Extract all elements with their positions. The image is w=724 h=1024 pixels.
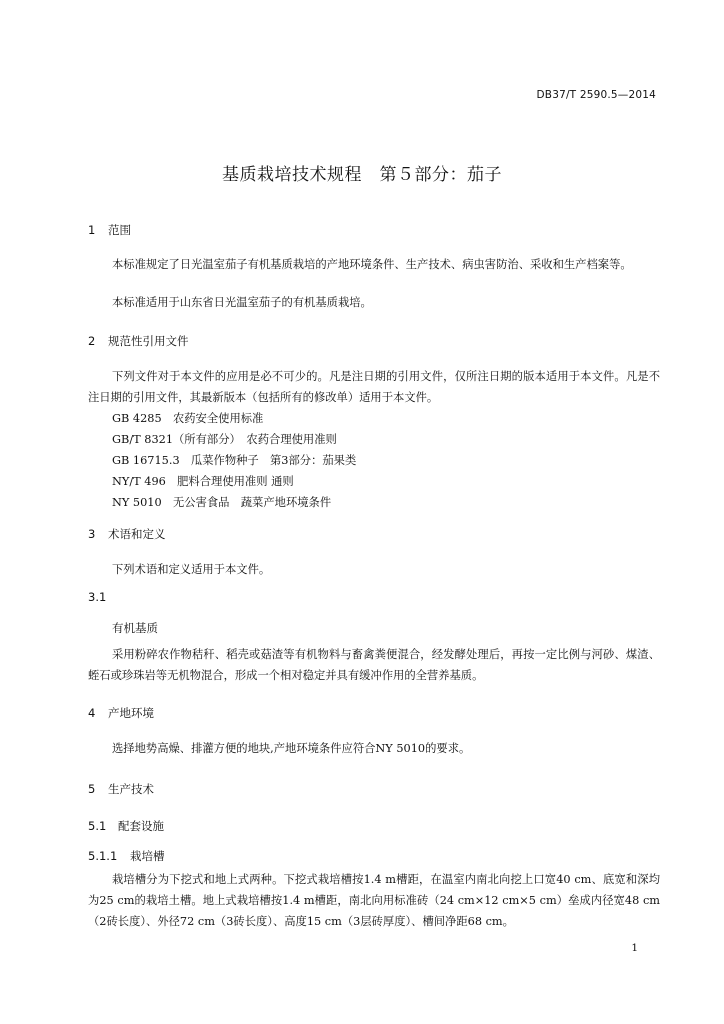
section-title: 产地环境 [108, 706, 154, 720]
document-title: 基质栽培技术规程 第５部分：茄子 [222, 165, 502, 185]
term-name: 有机基质 [112, 621, 158, 635]
reference-item: GB 16715.3 瓜菜作物种子 第3部分：茄果类 [112, 454, 357, 467]
section-1-heading [88, 222, 131, 238]
section-3-heading [88, 526, 166, 542]
section-4-paragraph: 选择地势高燥、排灌方便的地块,产地环境条件应符合NY 5010的要求。 [112, 742, 471, 755]
standard-code: DB37/T 2590.5—2014 [536, 89, 656, 101]
section-title: 术语和定义 [108, 527, 166, 541]
term-definition: 采用粉碎农作物秸秆、稻壳或菇渣等有机物料与畜禽粪便混合，经发酵处理后，再按一定比例与河砂、煤渣、蛭石或珍珠岩等无机物混合，形成一个相对稳定并具有缓冲作用的全营养基质。 [88, 648, 660, 682]
section-5-1-1-paragraph: 栽培槽分为下挖式和地上式两种。下挖式栽培槽按1.4 m槽距，在温室内南北向挖上口宽40 cm、底宽和深均为25 cm的栽培土槽。地上式栽培槽按1.4 m槽距，南北向用标准砖（24 cm×12 cm×5 cm）垒成内径宽48 cm（2砖长度）、外径72 cm（3砖长度）、高度15 cm（3层砖厚度）、槽间净距68 cm。 [88, 873, 660, 928]
subsection-number: 5.1 [88, 819, 107, 833]
section-2-heading [88, 333, 189, 349]
section-title: 范围 [108, 223, 131, 237]
subsection-title: 栽培槽 [130, 849, 165, 863]
subsection-5-1-heading [88, 818, 164, 834]
section-title: 规范性引用文件 [108, 334, 189, 348]
section-5-heading [88, 781, 154, 797]
subsection-5-1-1-heading [88, 848, 165, 864]
section-4-heading [88, 705, 154, 721]
reference-item: GB/T 8321（所有部分） 农药合理使用准则 [112, 433, 337, 446]
section-number: 1 [88, 223, 96, 237]
subsection-title: 配套设施 [118, 819, 164, 833]
section-1-paragraph-1: 本标准规定了日光温室茄子有机基质栽培的产地环境条件、生产技术、病虫害防治、采收和生产档案等。 [112, 258, 632, 271]
section-number: 5 [88, 782, 96, 796]
subsection-number: 5.1.1 [88, 849, 118, 863]
section-number: 4 [88, 706, 96, 720]
reference-item: NY/T 496 肥料合理使用准则 通则 [112, 475, 294, 488]
term-number: 3.1 [88, 590, 107, 604]
page-number: 1 [631, 942, 638, 954]
reference-item: NY 5010 无公害食品 蔬菜产地环境条件 [112, 496, 332, 509]
section-3-intro: 下列术语和定义适用于本文件。 [112, 563, 271, 576]
section-title: 生产技术 [108, 782, 154, 796]
reference-item: GB 4285 农药安全使用标准 [112, 412, 264, 425]
section-number: 3 [88, 527, 96, 541]
section-1-paragraph-2: 本标准适用于山东省日光温室茄子的有机基质栽培。 [112, 296, 372, 309]
section-2-intro: 下列文件对于本文件的应用是必不可少的。凡是注日期的引用文件，仅所注日期的版本适用于本文件。凡是不注日期的引用文件，其最新版本（包括所有的修改单）适用于本文件。 [88, 370, 660, 404]
section-number: 2 [88, 334, 96, 348]
